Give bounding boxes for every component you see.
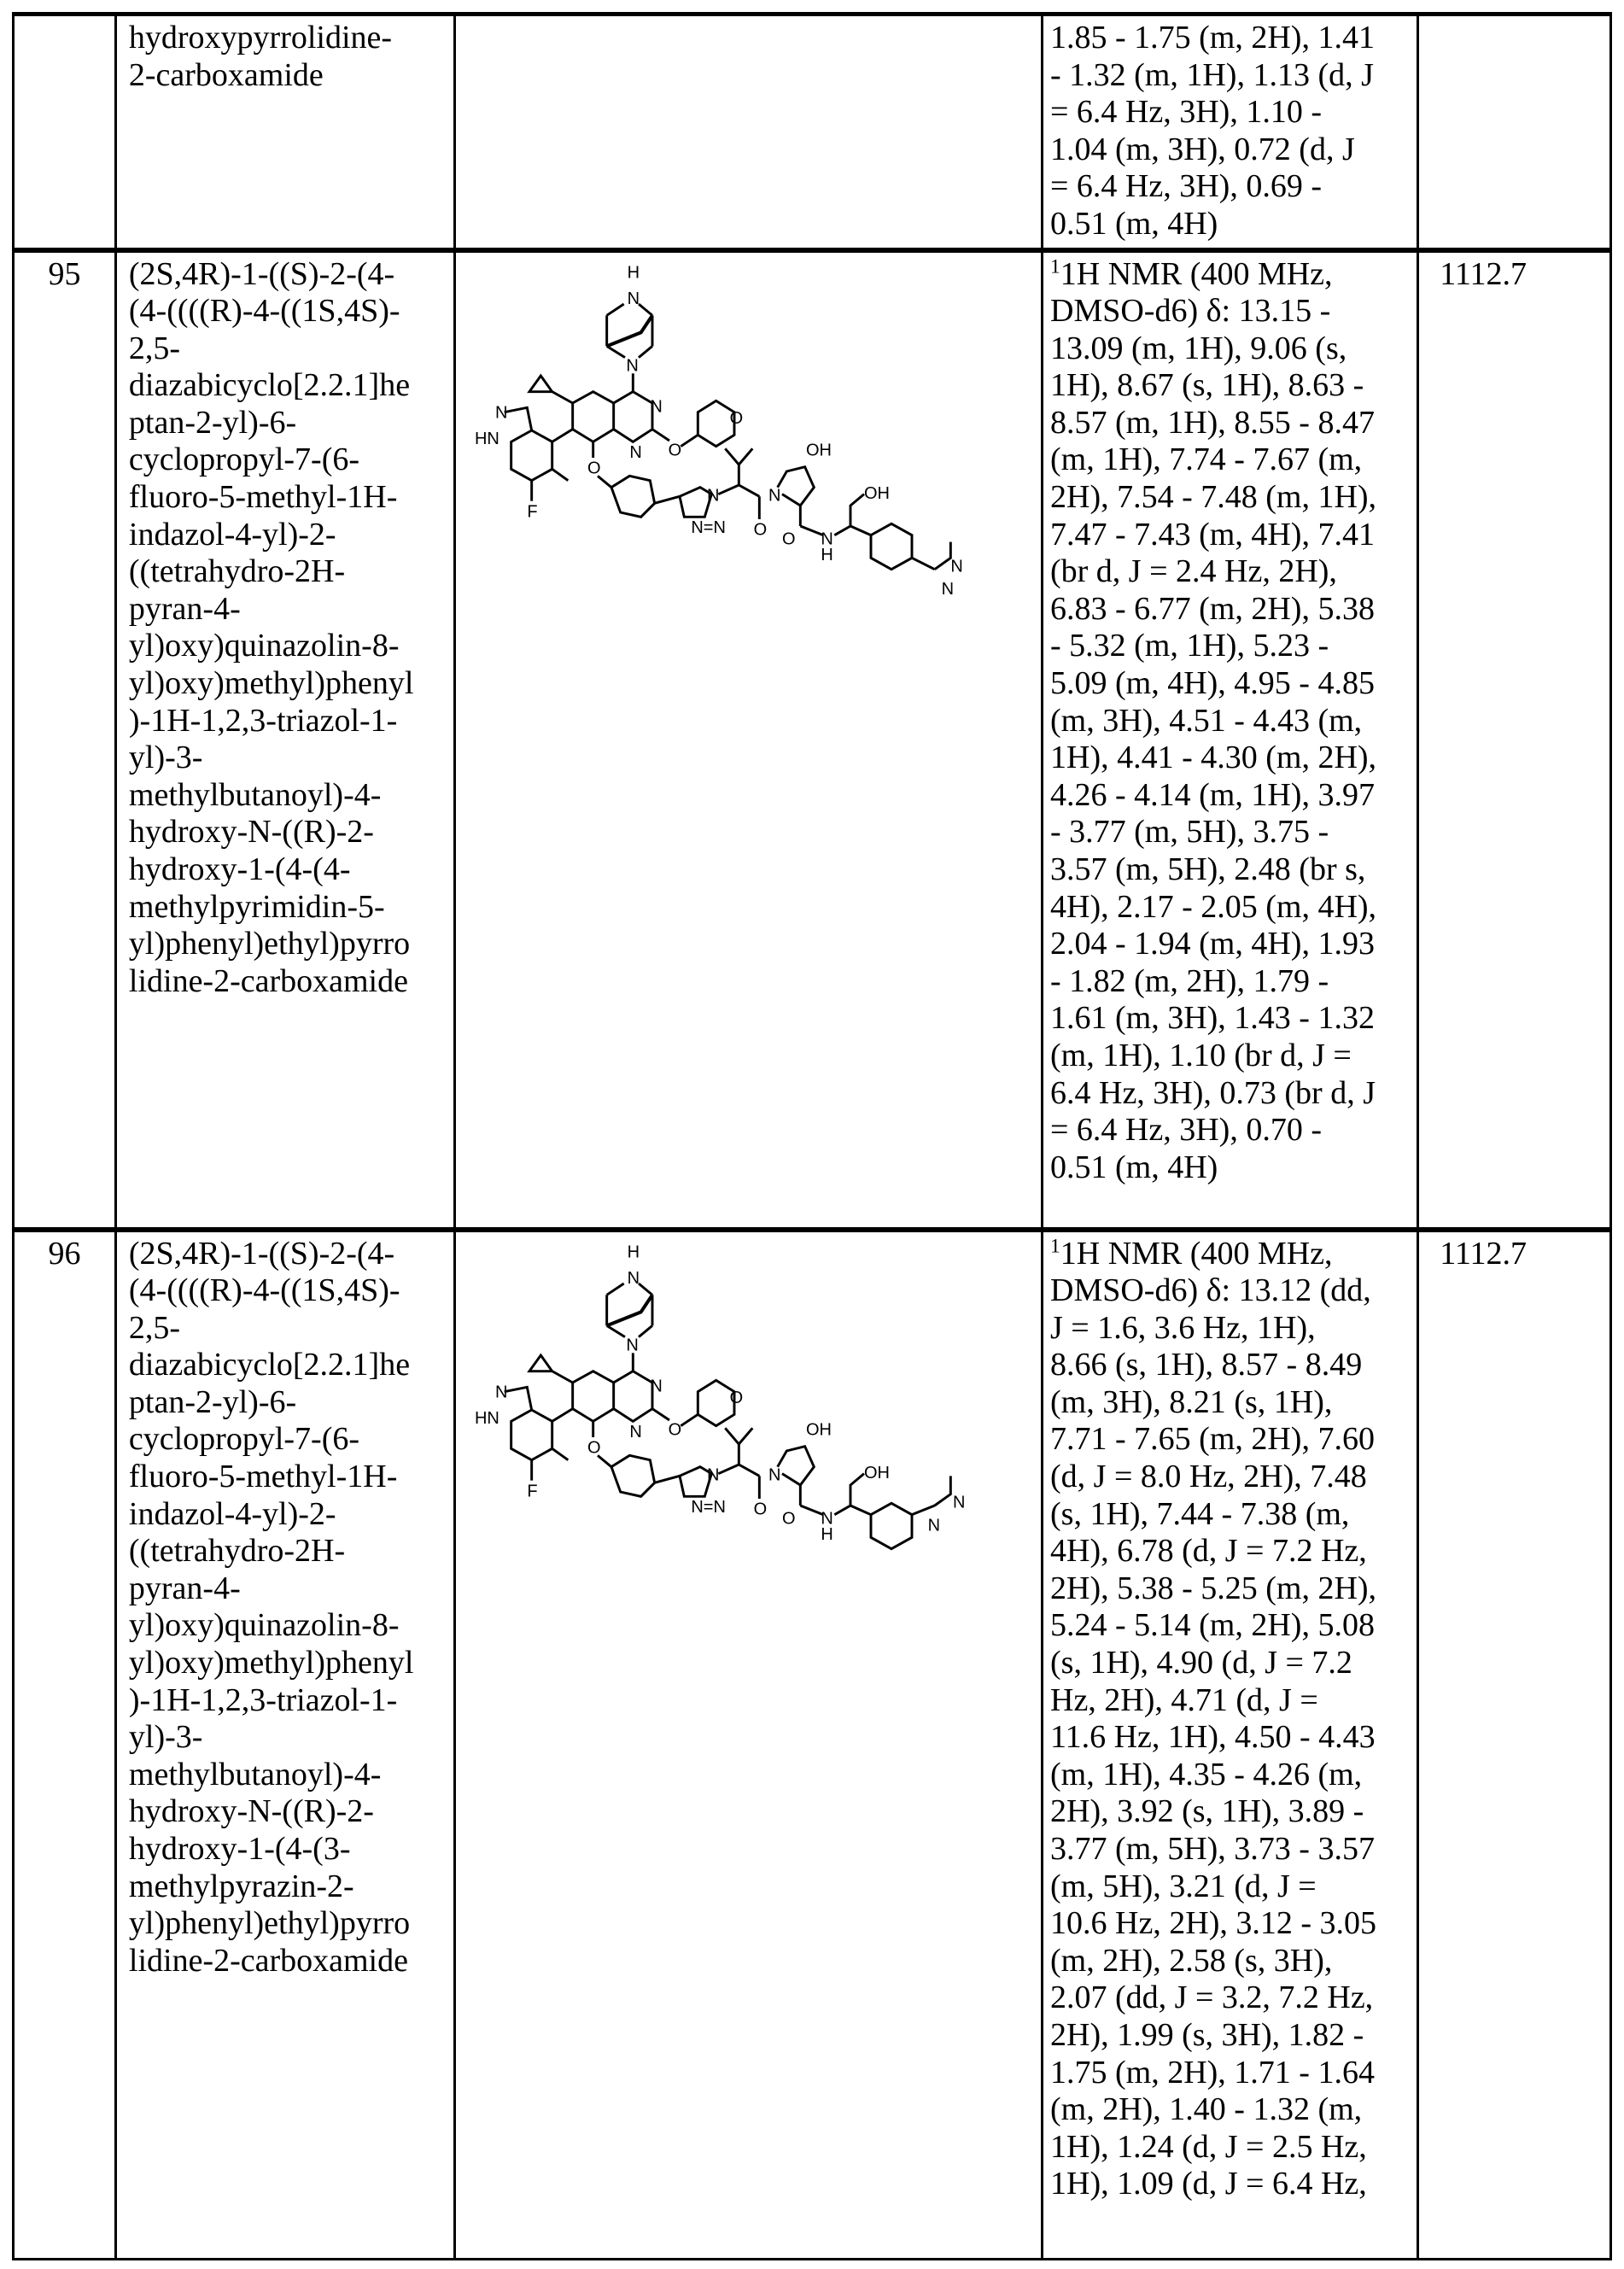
nmr-line: Hz, 2H), 4.71 (d, J = [1050,1681,1318,1718]
nmr-line: (m, 1H), 4.35 - 4.26 (m, [1050,1756,1363,1792]
compound-number-cell: 96 [14,1230,116,2260]
svg-text:N: N [627,289,640,308]
svg-text:N: N [941,579,954,599]
compound-name-cell: (2S,4R)-1-((S)-2-(4- (4-((((R)-4-((1S,4S)- 2,5- diazabicyclo[2.2.1]he ptan-2-yl)-6- cyclopropyl-7-(6- fluoro-5-methyl-1H- indazol-4-yl)-2- ((tetrahydro-2H- pyran-4- yl)oxy)quinazolin-8- yl)oxy)methyl)phenyl )-1H-1,2,3-triazol-1- yl)-3- methylbutanoyl)-4- hydroxy-N-((R)-2- hydroxy-1-(4-(3- methylpyrazin-2- yl)phenyl)ethyl)pyrro lidine-2-carboxamide [115,1230,454,2260]
nmr-header-text: 1H NMR (400 MHz, [1060,255,1333,292]
svg-text:N: N [927,1515,940,1535]
nmr-line: 1.61 (m, 3H), 1.43 - 1.32 [1050,1000,1375,1037]
nmr-line: 2H), 7.54 - 7.48 (m, 1H), [1050,479,1377,516]
nmr-line: (m, 3H), 8.21 (s, 1H), [1050,1383,1333,1420]
nmr-header: $^1$1H NMR (400 MHz, [1050,1234,1333,1272]
svg-text:N: N [627,1268,640,1288]
compound-name-cell: (2S,4R)-1-((S)-2-(4- (4-((((R)-4-((1S,4S)- 2,5- diazabicyclo[2.2.1]he ptan-2-yl)-6- cyclopropyl-7-(6- fluoro-5-methyl-1H- indazol-4-yl)-2- ((tetrahydro-2H- pyran-4- yl)oxy)quinazolin-8- yl)oxy)methyl)phenyl )-1H-1,2,3-triazol-1- yl)-3- methylbutanoyl)-4- hydroxy-N-((R)-2- hydroxy-1-(4-(4- methylpyrimidin-5- yl)phenyl)ethyl)pyrro lidine-2-carboxamide [115,250,454,1230]
svg-text:O: O [668,440,682,459]
svg-text:N: N [950,556,963,576]
nmr-line: 5.09 (m, 4H), 4.95 - 4.85 [1050,665,1375,702]
svg-text:H: H [821,1524,833,1544]
svg-text:N: N [650,1377,663,1396]
nmr-line: 13.09 (m, 1H), 9.06 (s, [1050,330,1347,366]
nmr-header: $^1$1H NMR (400 MHz, [1050,254,1333,292]
svg-text:N: N [768,1465,781,1485]
svg-text:N: N [494,402,508,422]
nmr-line: (m, 3H), 4.51 - 4.43 (m, [1050,702,1363,739]
nmr-line: (m, 2H), 2.58 (s, 3H), [1050,1942,1333,1979]
nmr-line: 1H), 1.24 (d, J = 2.5 Hz, [1050,2128,1367,2165]
nmr-line: 11.6 Hz, 1H), 4.50 - 4.43 [1050,1719,1376,1756]
nmr-line: 7.47 - 7.43 (m, 4H), 7.41 [1050,516,1375,553]
nmr-cell [1043,15,1418,250]
nmr-line: 6.4 Hz, 3H), 0.73 (br d, J [1050,1074,1376,1111]
nmr-line: (d, J = 8.0 Hz, 2H), 7.48 [1050,1459,1367,1495]
nmr-cell [1043,1230,1418,2260]
nmr-line: 5.24 - 5.14 (m, 2H), 5.08 [1050,1607,1375,1644]
nmr-line: 0.51 (m, 4H) [1050,1149,1218,1185]
nmr-line: (m, 2H), 1.40 - 1.32 (m, [1050,2091,1363,2128]
svg-text:O: O [753,520,768,540]
nmr-line: - 1.32 (m, 1H), 1.13 (d, J [1050,56,1374,93]
table-row [14,15,1611,250]
svg-text:O: O [729,408,744,428]
nmr-line: 2H), 1.99 (s, 3H), 1.82 - [1050,2016,1364,2053]
svg-text:O: O [781,1508,796,1528]
nmr-header-text: 1H NMR (400 MHz, [1060,1235,1333,1272]
nmr-line: 2.07 (dd, J = 3.2, 7.2 Hz, [1050,1980,1374,2016]
svg-text:HN: HN [474,429,499,448]
nmr-line: 1H), 4.41 - 4.30 (m, 2H), [1050,740,1377,776]
nmr-line: (br d, J = 2.4 Hz, 2H), [1050,553,1337,590]
mass-spec-cell [1418,15,1611,250]
svg-text:H: H [627,262,640,282]
nmr-line: 0.51 (m, 4H) [1050,205,1218,242]
nmr-line: (s, 1H), 7.44 - 7.38 (m, [1050,1495,1350,1532]
nmr-line: 1.85 - 1.75 (m, 2H), 1.41 [1050,20,1375,56]
nmr-line: = 6.4 Hz, 3H), 0.70 - [1050,1112,1322,1149]
compound-number-cell: 95 [14,250,116,1230]
svg-text:OH: OH [805,1419,832,1439]
svg-text:OH: OH [863,1463,890,1482]
nmr-line: - 3.77 (m, 5H), 3.75 - [1050,814,1329,851]
svg-text:N=N: N=N [691,1497,726,1517]
svg-text:O: O [668,1419,682,1439]
nmr-line: 8.66 (s, 1H), 8.57 - 8.49 [1050,1347,1363,1383]
svg-text:N: N [629,1422,642,1442]
svg-text:N: N [626,1336,639,1355]
mass-spec-cell: 1112.7 [1418,1230,1611,2260]
table-row [14,250,1611,1230]
nmr-line: 8.57 (m, 1H), 8.55 - 8.47 [1050,404,1375,441]
svg-text:N: N [650,397,663,417]
svg-text:N: N [626,356,639,376]
nmr-line: (m, 5H), 3.21 (d, J = [1050,1868,1317,1904]
compound-number-cell [14,15,116,250]
nmr-line: (m, 1H), 1.10 (br d, J = [1050,1037,1352,1073]
svg-text:HN: HN [474,1408,499,1428]
svg-text:N: N [768,486,781,506]
svg-text:H: H [627,1242,640,1261]
nmr-line: 2.04 - 1.94 (m, 4H), 1.93 [1050,926,1375,962]
nmr-line: J = 1.6, 3.6 Hz, 1H), [1050,1309,1316,1346]
nmr-line: 1.75 (m, 2H), 1.71 - 1.64 [1050,2054,1375,2091]
nmr-line: 3.77 (m, 5H), 3.73 - 3.57 [1050,1831,1375,1867]
svg-text:O: O [587,1438,601,1458]
nmr-line: = 6.4 Hz, 3H), 1.10 - [1050,94,1322,131]
svg-text:H: H [821,545,833,564]
svg-text:N=N: N=N [691,518,726,537]
svg-text:O: O [753,1500,768,1519]
svg-text:N: N [706,486,720,506]
svg-text:OH: OH [805,440,832,459]
structure-cell [454,1230,1042,2260]
svg-text:N: N [494,1382,508,1401]
chemical-structure-image [456,1232,1054,1544]
svg-text:F: F [527,501,538,521]
nmr-line: 2H), 5.38 - 5.25 (m, 2H), [1050,1570,1377,1606]
nmr-line: 4H), 6.78 (d, J = 7.2 Hz, [1050,1533,1367,1570]
nmr-line: 4H), 2.17 - 2.05 (m, 4H), [1050,888,1377,925]
nmr-line: DMSO-d6) δ: 13.12 (dd, [1050,1272,1371,1309]
nmr-line: 4.26 - 4.14 (m, 1H), 3.97 [1050,776,1375,813]
nmr-line: - 1.82 (m, 2H), 1.79 - [1050,962,1329,999]
nmr-line: 7.71 - 7.65 (m, 2H), 7.60 [1050,1421,1375,1458]
svg-text:F: F [527,1481,538,1500]
svg-text:O: O [781,529,796,548]
svg-text:N: N [706,1465,720,1485]
nmr-line: - 5.32 (m, 1H), 5.23 - [1050,628,1329,664]
nmr-cell [1043,250,1418,1230]
nmr-line: (s, 1H), 4.90 (d, J = 7.2 [1050,1645,1352,1681]
svg-text:N: N [821,1508,833,1528]
table-row [14,1230,1611,2260]
nmr-line: 1H), 8.67 (s, 1H), 8.63 - [1050,367,1364,404]
svg-text:N: N [629,442,642,462]
nmr-line: 3.57 (m, 5H), 2.48 (br s, [1050,851,1366,887]
structure-cell [454,250,1042,1230]
svg-text:N: N [821,529,833,548]
nmr-line: 10.6 Hz, 2H), 3.12 - 3.05 [1050,1905,1377,1942]
compound-data-table [12,12,1612,2260]
svg-text:OH: OH [863,483,890,503]
mass-spec-cell: 1112.7 [1418,250,1611,1230]
structure-cell [454,15,1042,250]
nmr-line: = 6.4 Hz, 3H), 0.69 - [1050,168,1322,205]
chemical-structure-image [456,253,1054,599]
nmr-line: 1.04 (m, 3H), 0.72 (d, J [1050,131,1355,167]
nmr-line: 2H), 3.92 (s, 1H), 3.89 - [1050,1793,1364,1830]
compound-name-cell: hydroxypyrrolidine- 2-carboxamide [115,15,454,250]
svg-text:N: N [952,1493,966,1512]
nmr-line: (m, 1H), 7.74 - 7.67 (m, [1050,442,1363,478]
nmr-line: 6.83 - 6.77 (m, 2H), 5.38 [1050,590,1375,627]
nmr-line: DMSO-d6) δ: 13.15 - [1050,293,1331,330]
svg-text:O: O [587,459,601,478]
svg-text:O: O [729,1388,744,1407]
nmr-line: 1H), 1.09 (d, J = 6.4 Hz, [1050,2166,1367,2202]
